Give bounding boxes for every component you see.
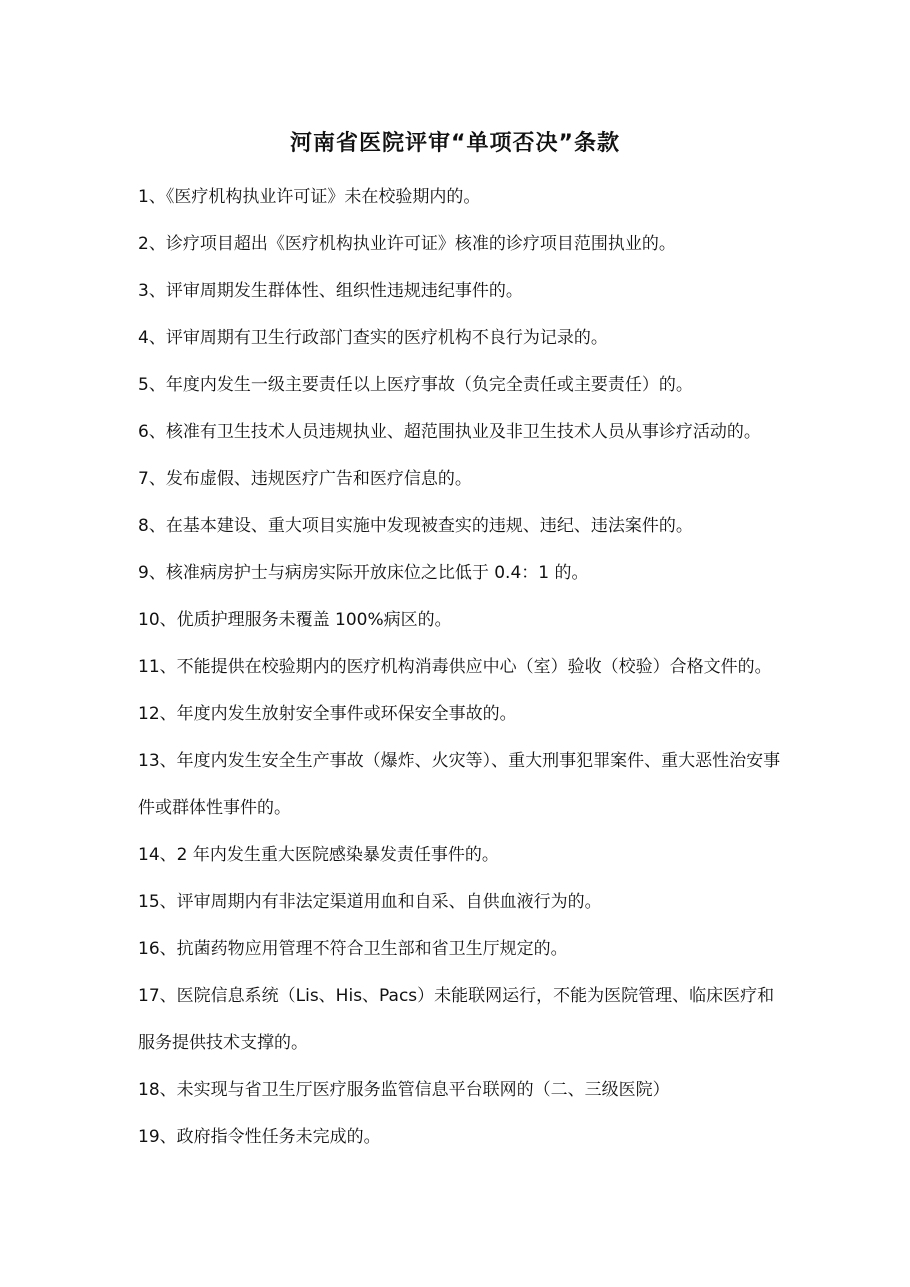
clause-item: 19、政府指令性任务未完成的。 <box>138 1127 381 1147</box>
clause-item: 8、在基本建设、重大项目实施中发现被查实的违规、违纪、违法案件的。 <box>138 516 693 536</box>
clause-item: 13、年度内发生安全生产事故（爆炸、火灾等）、重大刑事犯罪案件、重大恶性治安事件或群体性事件的。 <box>138 751 781 818</box>
clause-item: 17、医院信息系统（Lis、His、Pacs）未能联网运行，不能为医院管理、临床医疗和服务提供技术支撑的。 <box>138 986 775 1053</box>
clause-item: 5、年度内发生一级主要责任以上医疗事故（负完全责任或主要责任）的。 <box>138 375 693 395</box>
clause-item: 4、评审周期有卫生行政部门查实的医疗机构不良行为记录的。 <box>138 328 608 348</box>
clause-item: 9、核准病房护士与病房实际开放床位之比低于 0.4：1 的。 <box>138 563 589 583</box>
clause-item: 1、《医疗机构执业许可证》未在校验期内的。 <box>138 187 481 207</box>
clause-item: 15、评审周期内有非法定渠道用血和自采、自供血液行为的。 <box>138 892 602 912</box>
document-title: 河南省医院评审“单项否决”条款 <box>290 131 620 156</box>
clause-item: 18、未实现与省卫生厅医疗服务监管信息平台联网的（二、三级医院） <box>138 1080 670 1100</box>
clause-item: 14、2 年内发生重大医院感染暴发责任事件的。 <box>138 845 499 865</box>
clause-item: 12、年度内发生放射安全事件或环保安全事故的。 <box>138 704 517 724</box>
clause-list <box>138 174 788 1161</box>
clause-item: 2、诊疗项目超出《医疗机构执业许可证》核准的诊疗项目范围执业的。 <box>138 234 676 254</box>
clause-item: 6、核准有卫生技术人员违规执业、超范围执业及非卫生技术人员从事诊疗活动的。 <box>138 422 761 442</box>
clause-item: 11、不能提供在校验期内的医疗机构消毒供应中心（室）验收（校验）合格文件的。 <box>138 657 772 677</box>
clause-item: 3、评审周期发生群体性、组织性违规违纪事件的。 <box>138 281 523 301</box>
clause-item: 16、抗菌药物应用管理不符合卫生部和省卫生厅规定的。 <box>138 939 568 959</box>
clause-item: 7、发布虚假、违规医疗广告和医疗信息的。 <box>138 469 472 489</box>
clause-item: 10、优质护理服务未覆盖 100%病区的。 <box>138 610 452 630</box>
